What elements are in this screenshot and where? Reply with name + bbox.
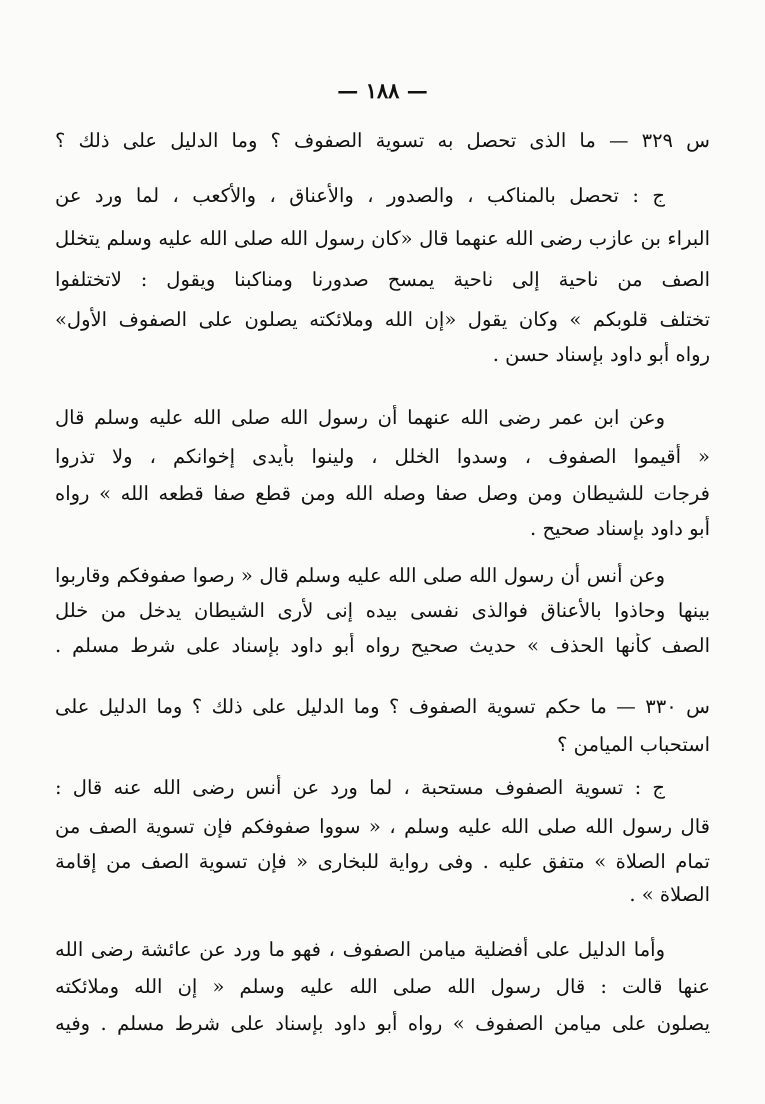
- question-330: س ٣٣٠ — ما حكم تسوية الصفوف ؟ وما الدليل على ذلك ؟ وما الدليل على: [55, 695, 710, 718]
- evidence-right-rows-line: يصلون على ميامن الصفوف » رواه أبو داود بإسناد على شرط مسلم . وفيه: [55, 1012, 710, 1035]
- page-number: — ١٨٨ —: [337, 78, 428, 103]
- evidence-right-rows-line: وأما الدليل على أفضلية ميامن الصفوف ، فهو ما ورد عن عائشة رضى الله: [55, 938, 665, 961]
- answer-330-line: قال رسول الله صلى الله عليه وسلم ، « سووا صفوفكم فإن تسوية الصف من: [55, 815, 710, 838]
- answer-329-line: الصف من ناحية إلى ناحية يمسح صدورنا ومناكبنا ويقول : لاتختلفوا: [55, 268, 710, 291]
- answer-329-line: البراء بن عازب رضى الله عنهما قال «كان رسول الله صلى الله عليه وسلم يتخلل: [55, 227, 710, 250]
- hadith-anas-line: بينها وحاذوا بالأعناق فوالذى نفسى بيده إنى لأرى الشيطان يدخل من خلل: [55, 599, 710, 622]
- answer-330-line: تمام الصلاة » متفق عليه . وفى رواية للبخارى « فإن تسوية الصف من إقامة: [55, 850, 710, 873]
- question-329: س ٣٢٩ — ما الذى تحصل به تسوية الصفوف ؟ وما الدليل على ذلك ؟: [55, 129, 710, 152]
- hadith-ibn-umar-line: وعن ابن عمر رضى الله عنهما أن رسول الله صلى الله عليه وسلم قال: [55, 406, 665, 429]
- hadith-anas-line: وعن أنس أن رسول الله صلى الله عليه وسلم قال « رصوا صفوفكم وقاربوا: [55, 564, 665, 587]
- answer-329-line: رواه أبو داود بإسناد حسن .: [492, 343, 710, 366]
- hadith-ibn-umar-line: فرجات للشيطان ومن وصل صفا وصله الله ومن قطع صفا قطعه الله » رواه: [55, 482, 710, 505]
- answer-330-line: ج : تسوية الصفوف مستحبة ، لما ورد عن أنس رضى الله عنه قال :: [55, 776, 665, 799]
- hadith-anas-line: الصف كأنها الحذف » حديث صحيح رواه أبو داود بإسناد على شرط مسلم .: [55, 634, 710, 657]
- answer-330-line: الصلاة » .: [629, 883, 710, 906]
- question-330: استحباب الميامن ؟: [557, 733, 710, 756]
- answer-329-line: تختلف قلوبكم » وكان يقول «إن الله وملائكته يصلون على الصفوف الأول»: [55, 308, 710, 331]
- hadith-ibn-umar-line: أبو داود بإسناد صحيح .: [530, 517, 710, 540]
- evidence-right-rows-line: عنها قالت : قال رسول الله صلى الله عليه وسلم « إن الله وملائكته: [55, 975, 710, 998]
- hadith-ibn-umar-line: « أقيموا الصفوف ، وسدوا الخلل ، ولينوا بأيدى إخوانكم ، ولا تذروا: [55, 445, 710, 468]
- answer-329-line: ج : تحصل بالمناكب ، والصدور ، والأعناق ، والأكعب ، لما ورد عن: [55, 184, 665, 207]
